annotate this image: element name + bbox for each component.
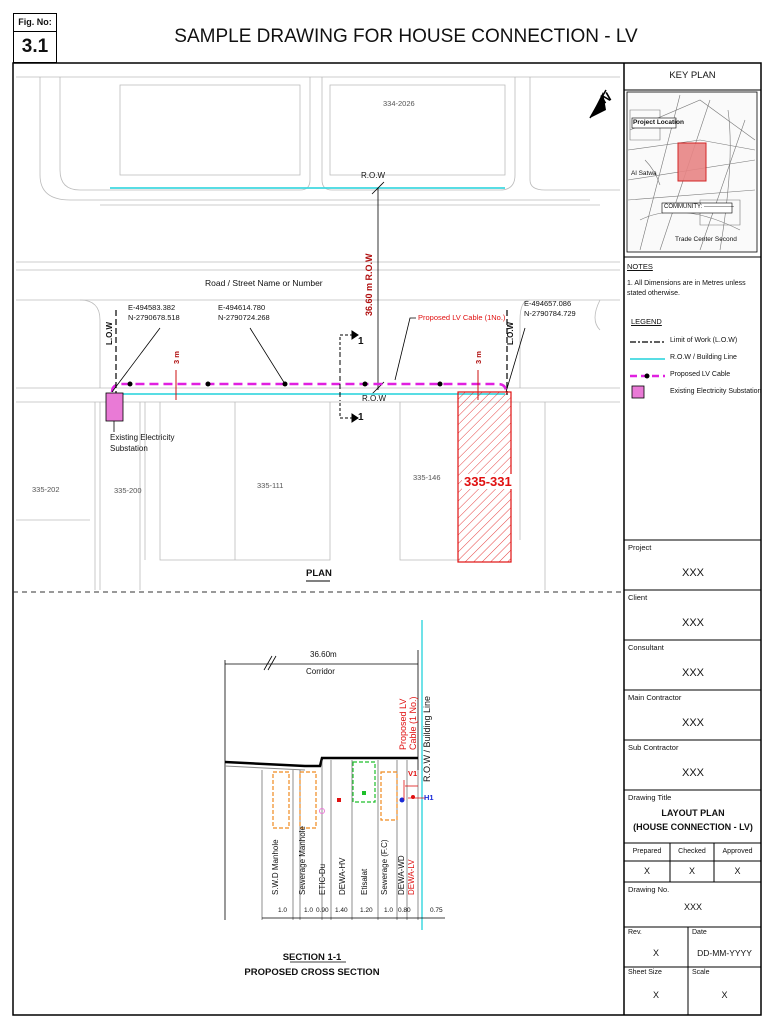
service-label: DEWA-LV (407, 859, 416, 895)
prepared-value: X (643, 866, 650, 876)
row-label-top: R.O.W (361, 171, 385, 180)
plot-label: 335-111 (257, 481, 284, 490)
drawing-title: SAMPLE DRAWING FOR HOUSE CONNECTION - LV (174, 26, 638, 47)
substation-label: Existing Electricity Substation (110, 433, 175, 453)
service-label: DEWA-WD (397, 855, 406, 895)
rev-label: Rev. (628, 929, 642, 936)
coordinate-mid: E-494614.780 N-2790724.268 (218, 303, 270, 322)
legend-item: Existing Electricity Substation (670, 388, 762, 395)
drawing-title-cell: Drawing Title LAYOUT PLAN (HOUSE CONNECTION - LV) (628, 793, 753, 832)
width-label: 1.0 (384, 907, 394, 914)
plan-title: PLAN (306, 568, 332, 579)
legend-item: R.O.W / Building Line (670, 354, 737, 361)
legend-item: Proposed LV Cable (670, 371, 731, 378)
v1-label: V1 (408, 769, 418, 778)
date-label: Date (692, 929, 707, 936)
section-dimension: 36.60m (310, 650, 337, 659)
width-label: 0.75 (430, 907, 443, 914)
consultant-cell: Consultant XXX (628, 643, 704, 679)
legend-symbols (630, 342, 665, 398)
scale-label: Scale (692, 969, 710, 976)
figure-number-label: Fig. No: (14, 14, 56, 32)
spacing-label-right: 3 m (474, 351, 483, 364)
row-width-dimension: 36.60 m R.O.W (364, 253, 374, 316)
sub-contractor-cell: Sub Contractor XXX (628, 743, 704, 779)
spacing-label-left: 3 m (172, 351, 181, 364)
service-label: DEWA-HV (338, 857, 347, 895)
section-cable-label-1: Proposed LV (398, 698, 408, 750)
plot-label: 335-202 (32, 485, 60, 494)
h1-label: H1 (424, 793, 434, 802)
approved-label: Approved (722, 848, 753, 855)
existing-substation (106, 393, 123, 421)
project-location-marker (678, 143, 706, 181)
plot-label: 335-146 (413, 473, 441, 482)
checked-label: Checked (678, 848, 706, 855)
note-item: 1. All Dimensions are in Metres unless stated otherwise. (627, 280, 746, 297)
width-label: 0.90 (316, 907, 329, 914)
legend-title: LEGEND (631, 317, 662, 326)
section-cable-label-2: Cable (1 No.) (408, 696, 418, 750)
project-location-label: Project Location (633, 119, 684, 126)
sewerage-fc-shape (381, 772, 397, 820)
cable-label: Proposed LV Cable (1No.) (418, 313, 506, 322)
sewerage-manhole-shape (300, 772, 316, 828)
prepared-label: Prepared (632, 848, 662, 855)
notes-title: NOTES (627, 262, 653, 271)
sheet-size-value: X (652, 990, 659, 1000)
rev-value: X (652, 948, 659, 958)
north-arrow-icon (590, 89, 614, 118)
etisalat-shape (353, 762, 375, 802)
low-label-right: L.O.W (506, 321, 515, 345)
service-label: Sewerage Manhole (298, 826, 307, 895)
client-cell: Client XXX (628, 593, 704, 629)
target-plot-label: 335-331 (464, 474, 512, 489)
width-label: 0.80 (398, 907, 411, 914)
section-mark-top: 1 (358, 336, 364, 347)
sheet-size-label: Sheet Size (628, 969, 662, 976)
road-name-label: Road / Street Name or Number (205, 278, 323, 288)
checked-value: X (688, 866, 695, 876)
row-label-bottom: R.O.W (362, 394, 386, 403)
area-label: Trade Center Second (675, 236, 737, 243)
row-building-line-label: R.O.W / Building Line (422, 695, 432, 782)
main-contractor-cell: Main Contractor XXX (628, 693, 704, 729)
service-label: Sewerage (F.C) (380, 839, 389, 895)
scale-value: X (721, 990, 728, 1000)
coordinate-left: E-494583.382 N-2790678.518 (128, 303, 180, 322)
area-label: Al Satwa (631, 170, 657, 177)
width-label: 1.0 (278, 907, 288, 914)
svg-text:N: N (598, 88, 614, 107)
width-label: 1.0 (304, 907, 314, 914)
plot-label: 335-200 (114, 486, 142, 495)
section-mark-bottom: 1 (358, 412, 364, 423)
width-label: 1.20 (360, 907, 373, 914)
coordinate-right: E-494657.086 N-2790784.729 (524, 299, 576, 318)
service-label: Etisalat (360, 868, 369, 895)
approved-value: X (734, 866, 741, 876)
service-label: ETIC-Du (318, 863, 327, 895)
service-label: S.W.D Manhole (271, 839, 280, 895)
drawing-number-cell: Drawing No. XXX (628, 885, 702, 912)
project-cell: Project XXX (628, 543, 704, 579)
community-label: COMMUNITY: --------------- (664, 204, 734, 210)
width-label: 1.40 (335, 907, 348, 914)
section-title: SECTION 1-1 (282, 952, 342, 963)
low-label-left: L.O.W (105, 321, 114, 345)
key-plan-title: KEY PLAN (669, 70, 716, 81)
section-cut-mark (340, 331, 358, 422)
swd-manhole-shape (273, 772, 289, 828)
date-value: DD-MM-YYYY (697, 948, 752, 958)
plot-label-top: 334-2026 (383, 99, 415, 108)
figure-number: 3.1 (21, 36, 49, 57)
section-subtitle: PROPOSED CROSS SECTION (244, 967, 380, 978)
corridor-label: Corridor (306, 667, 335, 676)
legend-item: Limit of Work (L.O.W) (670, 337, 738, 344)
